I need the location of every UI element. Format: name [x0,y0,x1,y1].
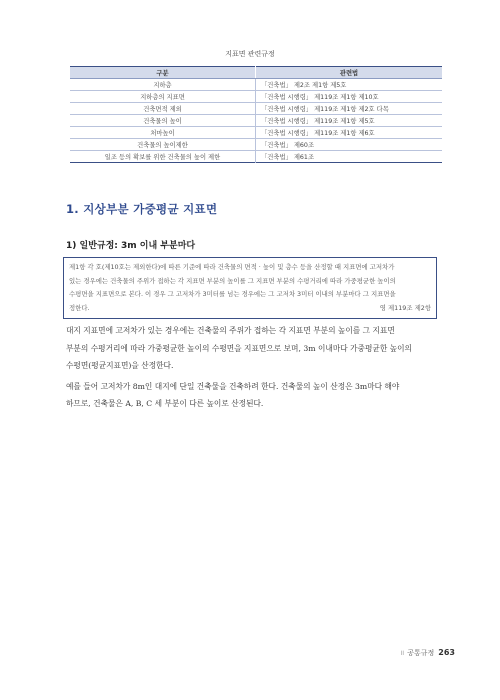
table-cell-law: 「건축법」 제2조 제1항 제5호 [256,79,443,91]
law-line: 제1항 각 호(제10호는 제외한다)에 따른 기준에 따라 건축물의 면적 · 높이 및 층수 등을 산정할 때 지표면에 고저차가 [69,263,395,271]
column-header-category: 구분 [70,67,256,79]
table-cell-category: 건축물의 높이 [70,115,256,127]
body-paragraph [66,322,438,375]
table-cell-law: 「건축법 시행령」 제119조 제1항 제10호 [256,91,443,103]
table-cell-category: 건축물의 높이제한 [70,139,256,151]
table-row [70,103,442,115]
regulation-table [70,66,442,163]
table-cell-category: 처마높이 [70,127,256,139]
table-cell-law: 「건축법」 제61조 [261,154,315,161]
table-title: 지표면 관련규정 [225,50,275,58]
law-excerpt-box [63,257,437,319]
body-line: 하므로, 건축물은 A, B, C 세 부분이 다른 높이로 산정된다. [66,399,264,408]
table-cell-category: 지하층 [70,79,256,91]
body-line: 대지 지표면에 고저차가 있는 경우에는 건축물의 주위가 접하는 각 지표면 부분의 높이를 그 지표면 [66,326,395,335]
table-cell-law: 「건축법 시행령」 제119조 제1항 제5호 [256,115,443,127]
page-number: 263 [438,648,455,657]
table-cell-category: 건축면적 제외 [70,103,256,115]
footer-section-name: 공통규정 [407,649,435,657]
law-line: 있는 경우에는 건축물의 주위가 접하는 각 지표면 부분의 높이를 그 지표면 부분의 수평거리에 따라 가중평균한 높이의 [69,276,396,285]
table-row [70,79,442,91]
table-cell-law: 「건축법 시행령」 제119조 제1항 제2호 다목 [256,103,443,115]
law-line: 수평면을 지표면으로 본다. 이 경우 그 고저차가 3미터를 넘는 경우에는 그 고저차 3미터 이내의 부분마다 그 지표면을 [69,290,396,299]
footer-separator: ॥ [400,649,405,657]
law-citation: 영 제119조 제2항 [379,303,431,312]
table-row [70,115,442,127]
body-text [66,322,438,413]
column-header-law: 관련법 [256,67,443,79]
page-footer [400,648,455,658]
table-row [70,91,442,103]
body-paragraph [66,378,438,413]
subsection-heading: 1) 일반규정: 3m 이내 부분마다 [66,241,196,251]
table-header-row [70,67,442,79]
body-line: 예를 들어 고저차가 8m인 대지에 단일 건축물을 건축하려 한다. 건축물의 높이 산정은 3m마다 해야 [66,381,400,391]
table-row [70,139,442,151]
table-cell-category: 지하층의 지표면 [70,91,256,103]
table-cell-law: 「건축법 시행령」 제119조 제1항 제6호 [256,127,443,139]
law-last-line [69,302,431,316]
body-line: 부분의 수평거리에 따라 가중평균한 높이의 수평면을 지표면으로 보며, 3m 이내마다 가중평균한 높이의 [66,343,412,353]
law-line: 정한다. [69,303,90,312]
table-row [70,151,442,163]
table-cell-law: 「건축법」 제60조 [256,139,443,151]
table-cell-category: 일조 등의 확보를 위한 건축물의 높이 제한 [70,151,256,163]
body-line: 수평면(평균지표면)을 산정한다. [66,361,174,370]
table-row [70,127,442,139]
section-heading: 1. 지상부분 가중평균 지표면 [66,202,218,216]
